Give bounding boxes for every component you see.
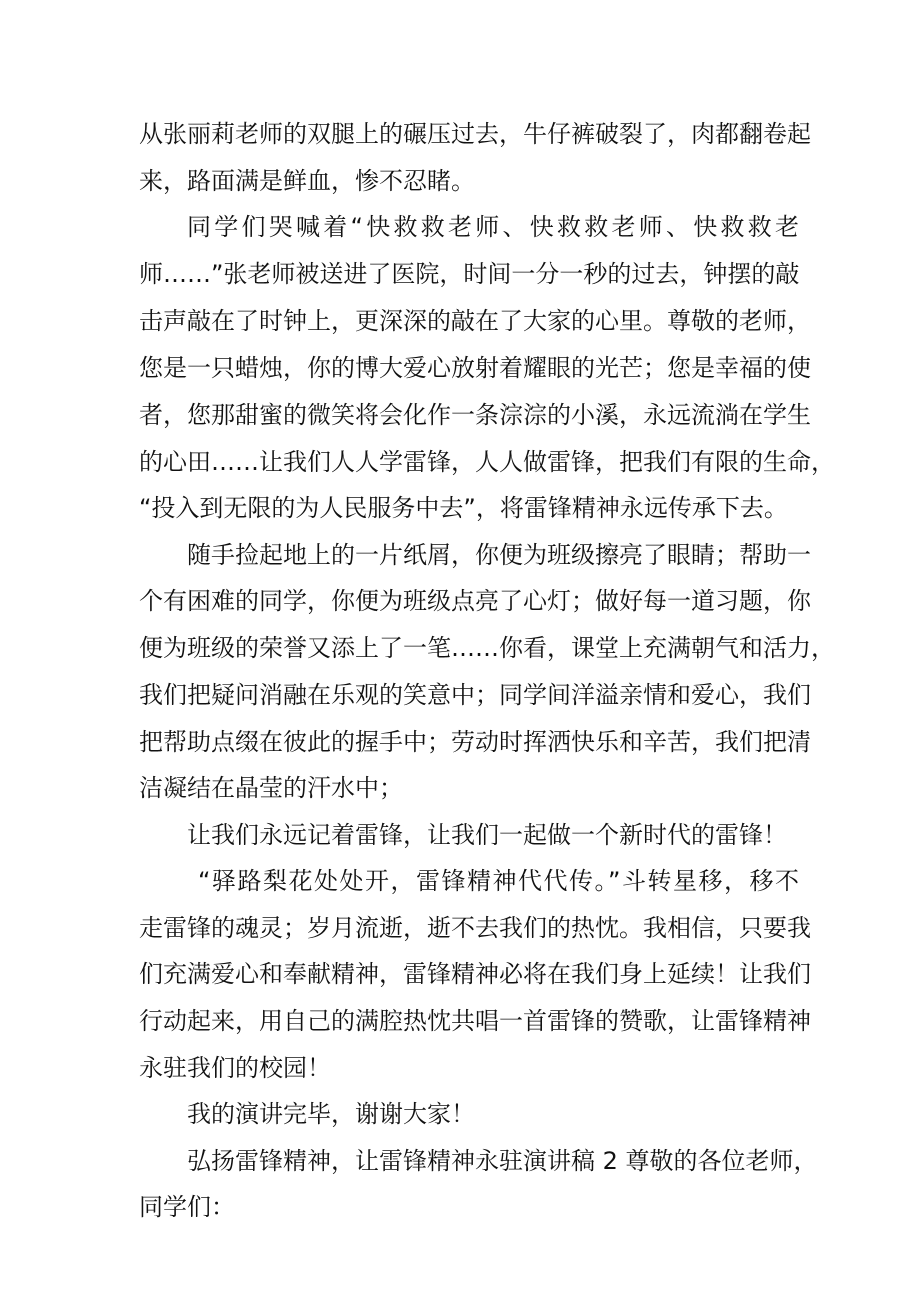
text-line: 随手捡起地上的一片纸屑，你便为班级擦亮了眼睛；帮助一 (187, 541, 811, 569)
text-line: 同学们哭喊着“快救救老师、快救救老师、快救救老 (187, 213, 799, 241)
text-line: 我的演讲完毕，谢谢大家！ (187, 1100, 475, 1128)
text-line: 同学们： (139, 1193, 235, 1221)
text-line: 您是一只蜡烛，你的博大爱心放射着耀眼的光芒；您是幸福的使 (139, 354, 811, 382)
text-line: 个有困难的同学，你便为班级点亮了心灯；做好每一道习题，你 (139, 587, 811, 615)
text-line: “驿路梨花处处开，雷锋精神代代传。”斗转星移，移不 (198, 867, 799, 895)
text-line: 行动起来，用自己的满腔热忱共唱一首雷锋的赞歌，让雷锋精神 (139, 1007, 811, 1035)
text-line: 便为班级的荣誉又添上了一笔……你看，课堂上充满朝气和活力， (139, 634, 835, 662)
text-line: 者，您那甜蜜的微笑将会化作一条淙淙的小溪，永远流淌在学生 (139, 401, 811, 429)
text-line: 把帮助点缀在彼此的握手中；劳动时挥洒快乐和辛苦，我们把清 (139, 728, 811, 756)
text-line: 们充满爱心和奉献精神，雷锋精神必将在我们身上延续！让我们 (139, 960, 811, 988)
text-line: 走雷锋的魂灵；岁月流逝，逝不去我们的热忱。我相信，只要我 (139, 914, 811, 942)
text-line: 来，路面满是鲜血，惨不忍睹。 (139, 167, 475, 195)
text-line: 弘扬雷锋精神，让雷锋精神永驻演讲稿 2 尊敬的各位老师， (187, 1147, 818, 1175)
text-line: 永驻我们的校园！ (139, 1054, 331, 1082)
text-line: 击声敲在了时钟上，更深深的敲在了大家的心里。尊敬的老师， (139, 307, 811, 335)
text-line: “投入到无限的为人民服务中去”，将雷锋精神永远传承下去。 (139, 494, 788, 522)
text-line: 我们把疑问消融在乐观的笑意中；同学间洋溢亲情和爱心，我们 (139, 681, 811, 709)
text-line: 的心田……让我们人人学雷锋，人人做雷锋，把我们有限的生命， (139, 448, 835, 476)
text-line: 师……”张老师被送进了医院，时间一分一秒的过去，钟摆的敲 (139, 260, 800, 288)
text-line: 洁凝结在晶莹的汗水中； (139, 774, 403, 802)
text-line: 从张丽莉老师的双腿上的碾压过去，牛仔裤破裂了，肉都翻卷起 (139, 120, 811, 148)
text-line: 让我们永远记着雷锋，让我们一起做一个新时代的雷锋！ (187, 821, 787, 849)
